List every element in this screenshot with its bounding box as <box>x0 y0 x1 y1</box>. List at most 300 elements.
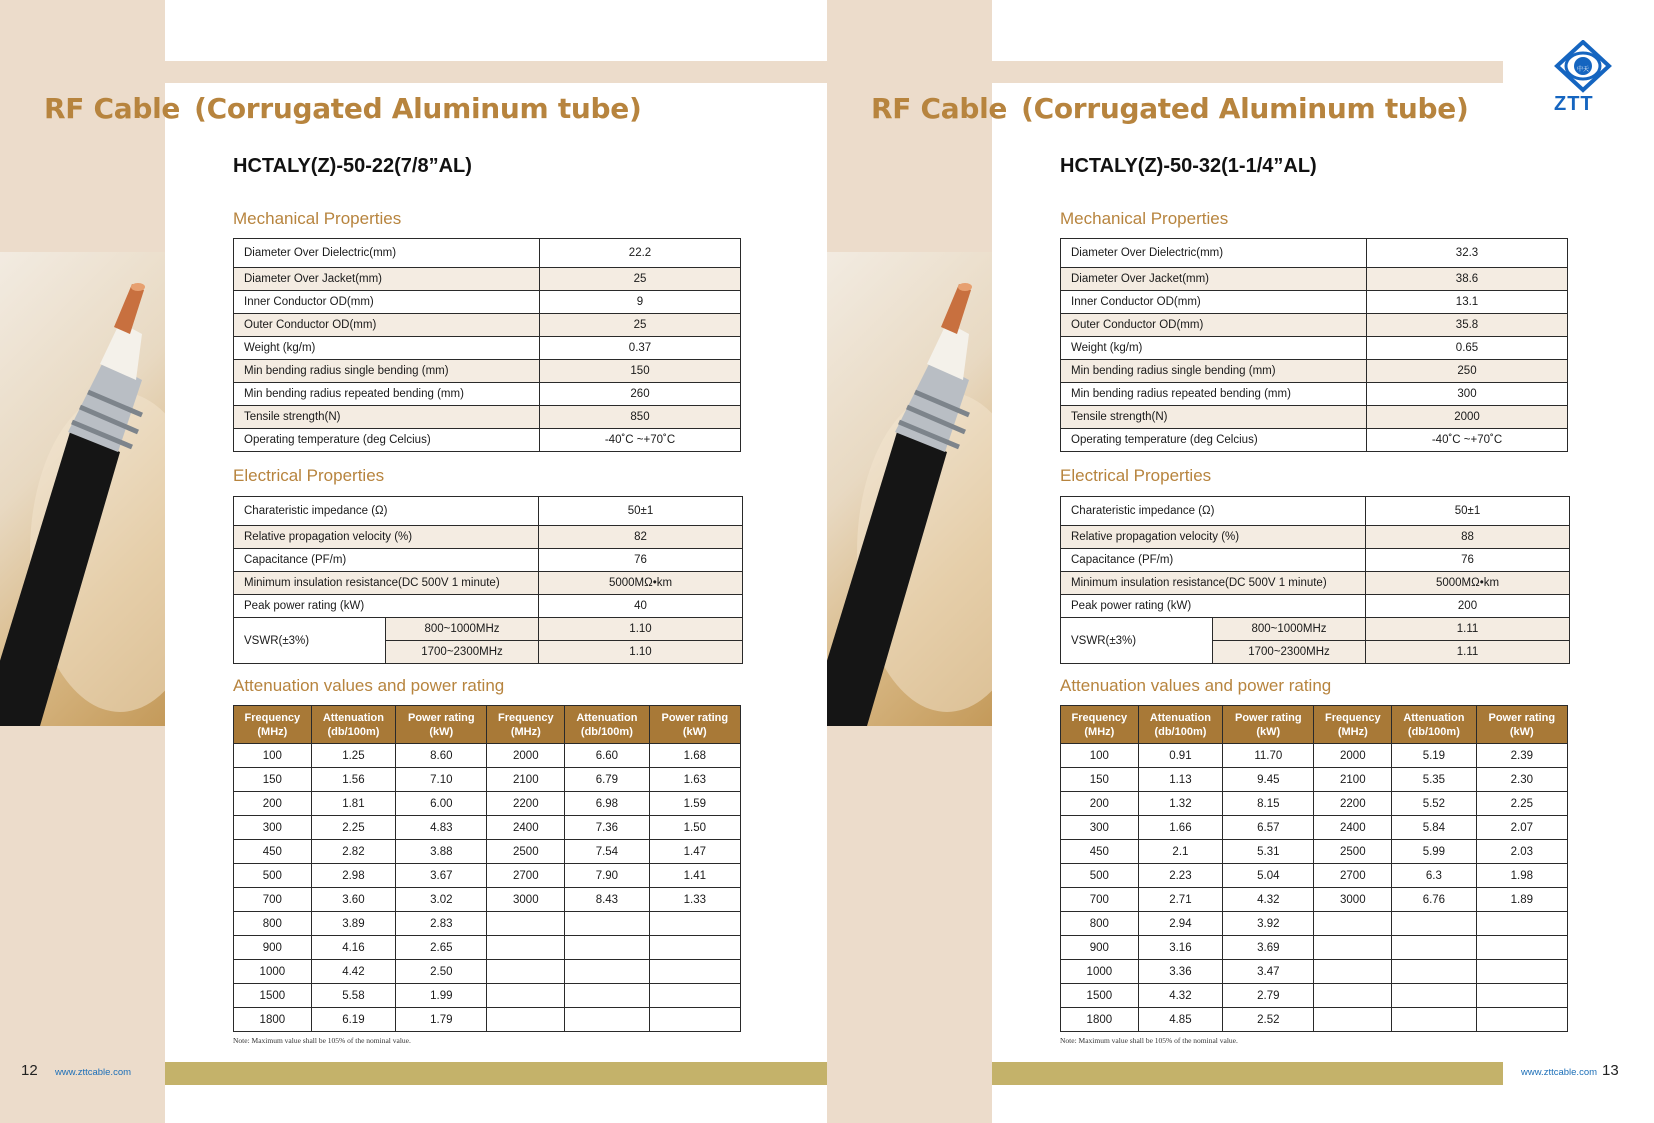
table-header-row <box>1061 706 1568 744</box>
table-cell: 3.47 <box>1223 960 1314 984</box>
column-header-line: Power rating <box>661 711 729 724</box>
table-row <box>234 888 741 912</box>
table-row <box>234 984 741 1008</box>
table-row <box>234 572 743 595</box>
table-cell: 150 <box>1061 768 1139 792</box>
table-row <box>1061 429 1568 452</box>
table-row <box>1061 268 1568 291</box>
mechanical-table <box>233 238 741 452</box>
table-cell: 2.65 <box>396 936 487 960</box>
title-part-2: (Corrugated Aluminum tube) <box>1021 92 1469 125</box>
table-cell: 3.88 <box>396 840 487 864</box>
table-row <box>1061 549 1570 572</box>
table-row <box>1061 792 1568 816</box>
vswr-label: VSWR(±3%) <box>1061 618 1213 664</box>
table-cell <box>1314 1008 1392 1032</box>
table-cell <box>649 936 740 960</box>
row-value: 76 <box>539 549 743 572</box>
table-cell: 300 <box>1061 816 1139 840</box>
row-label: Diameter Over Dielectric(mm) <box>1061 239 1367 268</box>
table-cell: 2200 <box>1314 792 1392 816</box>
vswr-value: 1.11 <box>1366 641 1570 664</box>
table-row <box>234 497 743 526</box>
table-cell: 8.43 <box>565 888 649 912</box>
table-cell: 2.82 <box>311 840 395 864</box>
vswr-label: VSWR(±3%) <box>234 618 386 664</box>
vswr-band: 1700~2300MHz <box>386 641 539 664</box>
table-cell: 9.45 <box>1223 768 1314 792</box>
table-row <box>1061 984 1568 1008</box>
product-model: HCTALY(Z)-50-22(7/8”AL) <box>233 155 472 177</box>
attenuation-table <box>233 705 741 1032</box>
table-cell: 800 <box>234 912 312 936</box>
table-row <box>1061 618 1570 641</box>
table-row <box>234 768 741 792</box>
table-cell: 3.89 <box>311 912 395 936</box>
table-cell: 1.68 <box>649 744 740 768</box>
table-row <box>234 268 741 291</box>
table-cell: 1800 <box>234 1008 312 1032</box>
table-cell: 6.76 <box>1392 888 1476 912</box>
footnote: Note: Maximum value shall be 105% of the nominal value. <box>233 1036 411 1045</box>
table-cell: 5.31 <box>1223 840 1314 864</box>
table-cell: 2.25 <box>311 816 395 840</box>
row-label: Min bending radius repeated bending (mm) <box>1061 383 1367 406</box>
column-header-line: Attenuation <box>1403 711 1465 724</box>
table-cell <box>1392 984 1476 1008</box>
table-cell: 4.83 <box>396 816 487 840</box>
table-cell: 1.50 <box>649 816 740 840</box>
table-row <box>1061 572 1570 595</box>
row-label: Min bending radius single bending (mm) <box>1061 360 1367 383</box>
table-cell: 2.25 <box>1476 792 1567 816</box>
column-header <box>234 706 312 744</box>
row-label: Tensile strength(N) <box>1061 406 1367 429</box>
column-header <box>1223 706 1314 744</box>
title-part-1: RF Cable <box>44 92 181 125</box>
table-cell <box>1314 984 1392 1008</box>
row-label: Diameter Over Jacket(mm) <box>1061 268 1367 291</box>
table-cell: 6.19 <box>311 1008 395 1032</box>
table-cell: 6.98 <box>565 792 649 816</box>
table-cell: 100 <box>234 744 312 768</box>
footer-band <box>992 1062 1503 1085</box>
table-cell: 1.13 <box>1138 768 1222 792</box>
table-cell: 1800 <box>1061 1008 1139 1032</box>
electrical-section-title: Electrical Properties <box>1060 466 1212 485</box>
vswr-value: 1.10 <box>539 618 743 641</box>
table-cell <box>1314 912 1392 936</box>
table-row <box>234 1008 741 1032</box>
column-header <box>487 706 565 744</box>
table-cell: 5.35 <box>1392 768 1476 792</box>
table-cell: 300 <box>234 816 312 840</box>
row-label: Inner Conductor OD(mm) <box>234 291 540 314</box>
table-cell: 1.25 <box>311 744 395 768</box>
table-cell: 2100 <box>1314 768 1392 792</box>
electrical-table <box>1060 496 1570 664</box>
table-cell: 2500 <box>487 840 565 864</box>
table-row <box>234 406 741 429</box>
table-cell: 700 <box>234 888 312 912</box>
footer-band <box>165 1062 827 1085</box>
column-header-line: Frequency <box>1324 711 1381 724</box>
table-cell: 5.58 <box>311 984 395 1008</box>
table-row <box>234 618 743 641</box>
table-cell <box>565 960 649 984</box>
table-cell: 1000 <box>234 960 312 984</box>
table-cell: 800 <box>1061 912 1139 936</box>
cable-illustration-icon <box>827 252 992 726</box>
table-cell <box>565 984 649 1008</box>
table-cell: 3.02 <box>396 888 487 912</box>
row-value: 25 <box>540 268 741 291</box>
attenuation-section-title: Attenuation values and power rating <box>233 676 505 695</box>
row-value: -40˚C ~+70˚C <box>540 429 741 452</box>
column-header <box>1392 706 1476 744</box>
row-label: Capacitance (PF/m) <box>1061 549 1366 572</box>
table-row <box>1061 526 1570 549</box>
table-cell: 900 <box>234 936 312 960</box>
table-cell: 7.36 <box>565 816 649 840</box>
table-cell <box>487 912 565 936</box>
table-cell <box>487 1008 565 1032</box>
table-row <box>1061 360 1568 383</box>
row-label: Relative propagation velocity (%) <box>1061 526 1366 549</box>
row-value: 76 <box>1366 549 1570 572</box>
row-value: 88 <box>1366 526 1570 549</box>
table-row <box>234 314 741 337</box>
table-cell <box>1392 936 1476 960</box>
table-cell: 6.00 <box>396 792 487 816</box>
column-header-line: Attenuation <box>322 711 384 724</box>
table-cell: 200 <box>1061 792 1139 816</box>
table-cell: 1000 <box>1061 960 1139 984</box>
column-header-line: Frequency <box>244 711 301 724</box>
table-cell <box>487 960 565 984</box>
row-value: 38.6 <box>1367 268 1568 291</box>
table-row <box>1061 291 1568 314</box>
table-cell: 3.67 <box>396 864 487 888</box>
table-cell: 3.36 <box>1138 960 1222 984</box>
table-cell: 7.90 <box>565 864 649 888</box>
table-cell: 5.04 <box>1223 864 1314 888</box>
table-cell: 3000 <box>1314 888 1392 912</box>
table-cell: 2.03 <box>1476 840 1567 864</box>
table-row <box>234 840 741 864</box>
column-header <box>1314 706 1392 744</box>
cable-illustration-icon <box>0 252 165 726</box>
table-row <box>234 239 741 268</box>
table-cell: 1.59 <box>649 792 740 816</box>
column-header-line: (db/100m) <box>1407 725 1460 738</box>
table-cell: 4.85 <box>1138 1008 1222 1032</box>
table-cell <box>1476 960 1567 984</box>
title-part-2: (Corrugated Aluminum tube) <box>194 92 642 125</box>
table-cell: 6.3 <box>1392 864 1476 888</box>
table-cell: 900 <box>1061 936 1139 960</box>
table-cell: 2400 <box>1314 816 1392 840</box>
row-value: 850 <box>540 406 741 429</box>
vswr-value: 1.10 <box>539 641 743 664</box>
table-row <box>234 291 741 314</box>
table-row <box>1061 888 1568 912</box>
table-cell <box>649 960 740 984</box>
column-header-line: (kW) <box>429 725 454 738</box>
table-row <box>234 429 741 452</box>
column-header-line: (MHz) <box>1337 725 1368 738</box>
electrical-table <box>233 496 743 664</box>
column-header-line: Attenuation <box>576 711 638 724</box>
row-value: 0.37 <box>540 337 741 360</box>
column-header-line: (MHz) <box>510 725 541 738</box>
table-cell: 1.47 <box>649 840 740 864</box>
table-cell <box>1476 936 1567 960</box>
table-row <box>1061 912 1568 936</box>
table-row <box>234 337 741 360</box>
attenuation-section-title: Attenuation values and power rating <box>1060 676 1332 695</box>
row-value: -40˚C ~+70˚C <box>1367 429 1568 452</box>
table-cell: 2.30 <box>1476 768 1567 792</box>
row-value: 22.2 <box>540 239 741 268</box>
table-cell: 150 <box>234 768 312 792</box>
column-header-line: Power rating <box>408 711 475 724</box>
header-band <box>992 61 1503 83</box>
row-label: Diameter Over Jacket(mm) <box>234 268 540 291</box>
row-value: 40 <box>539 595 743 618</box>
row-value: 5000MΩ•km <box>539 572 743 595</box>
table-cell: 3.16 <box>1138 936 1222 960</box>
table-cell: 3.60 <box>311 888 395 912</box>
table-cell <box>1476 1008 1567 1032</box>
table-cell: 500 <box>234 864 312 888</box>
table-row <box>1061 595 1570 618</box>
table-row <box>234 549 743 572</box>
table-cell: 3.92 <box>1223 912 1314 936</box>
table-cell: 2500 <box>1314 840 1392 864</box>
column-header <box>1061 706 1139 744</box>
table-cell: 1.99 <box>396 984 487 1008</box>
row-label: Weight (kg/m) <box>1061 337 1367 360</box>
table-cell: 700 <box>1061 888 1139 912</box>
row-label: Diameter Over Dielectric(mm) <box>234 239 540 268</box>
column-header-line: (db/100m) <box>580 725 633 738</box>
table-cell: 1.56 <box>311 768 395 792</box>
table-cell: 2.07 <box>1476 816 1567 840</box>
table-cell: 6.60 <box>565 744 649 768</box>
mechanical-table <box>1060 238 1568 452</box>
attenuation-table <box>1060 705 1568 1032</box>
vswr-band: 800~1000MHz <box>386 618 539 641</box>
column-header <box>1476 706 1567 744</box>
page-number: 12 <box>21 1062 38 1079</box>
table-cell: 2.39 <box>1476 744 1567 768</box>
table-cell: 7.10 <box>396 768 487 792</box>
table-cell: 1.81 <box>311 792 395 816</box>
row-label: Peak power rating (kW) <box>234 595 539 618</box>
table-cell: 450 <box>1061 840 1139 864</box>
table-cell: 11.70 <box>1223 744 1314 768</box>
table-cell <box>1314 936 1392 960</box>
table-cell <box>565 1008 649 1032</box>
table-row <box>234 744 741 768</box>
table-cell: 5.52 <box>1392 792 1476 816</box>
row-label: Minimum insulation resistance(DC 500V 1 minute) <box>1061 572 1366 595</box>
vswr-band: 800~1000MHz <box>1213 618 1366 641</box>
website-link[interactable]: www.zttcable.com <box>1521 1067 1598 1078</box>
table-cell: 2.50 <box>396 960 487 984</box>
table-cell: 2.1 <box>1138 840 1222 864</box>
row-label: Min bending radius single bending (mm) <box>234 360 540 383</box>
column-header <box>649 706 740 744</box>
table-row <box>234 816 741 840</box>
table-cell: 4.42 <box>311 960 395 984</box>
table-cell: 2.79 <box>1223 984 1314 1008</box>
table-row <box>1061 768 1568 792</box>
table-cell: 450 <box>234 840 312 864</box>
column-header <box>311 706 395 744</box>
table-row <box>1061 1008 1568 1032</box>
row-value: 5000MΩ•km <box>1366 572 1570 595</box>
table-row <box>1061 864 1568 888</box>
table-row <box>1061 936 1568 960</box>
row-label: Outer Conductor OD(mm) <box>1061 314 1367 337</box>
table-cell: 1.33 <box>649 888 740 912</box>
row-label: Weight (kg/m) <box>234 337 540 360</box>
column-header-line: Power rating <box>1488 711 1556 724</box>
column-header-line: Attenuation <box>1149 711 1211 724</box>
row-value: 50±1 <box>1366 497 1570 526</box>
table-cell: 2.94 <box>1138 912 1222 936</box>
table-row <box>1061 314 1568 337</box>
electrical-section-title: Electrical Properties <box>233 466 385 485</box>
table-cell: 4.32 <box>1138 984 1222 1008</box>
column-header-line: (MHz) <box>1084 725 1115 738</box>
column-header <box>565 706 649 744</box>
row-value: 25 <box>540 314 741 337</box>
table-cell <box>1392 1008 1476 1032</box>
cable-photo <box>0 252 165 726</box>
table-row <box>234 526 743 549</box>
row-label: Tensile strength(N) <box>234 406 540 429</box>
table-cell: 2.83 <box>396 912 487 936</box>
column-header <box>1138 706 1222 744</box>
row-value: 50±1 <box>539 497 743 526</box>
table-cell: 3.69 <box>1223 936 1314 960</box>
table-cell: 2.98 <box>311 864 395 888</box>
table-cell: 1500 <box>234 984 312 1008</box>
website-link[interactable]: www.zttcable.com <box>55 1067 132 1078</box>
row-label: Minimum insulation resistance(DC 500V 1 minute) <box>234 572 539 595</box>
row-value: 32.3 <box>1367 239 1568 268</box>
row-value: 250 <box>1367 360 1568 383</box>
page-number: 13 <box>1602 1062 1619 1079</box>
vswr-band: 1700~2300MHz <box>1213 641 1366 664</box>
table-cell: 1500 <box>1061 984 1139 1008</box>
row-label: Capacitance (PF/m) <box>234 549 539 572</box>
column-header-line: (kW) <box>1256 725 1281 738</box>
table-row <box>234 960 741 984</box>
table-cell <box>487 984 565 1008</box>
table-cell: 2100 <box>487 768 565 792</box>
table-cell: 2400 <box>487 816 565 840</box>
table-row <box>1061 383 1568 406</box>
table-cell <box>565 936 649 960</box>
table-cell: 2200 <box>487 792 565 816</box>
row-value: 150 <box>540 360 741 383</box>
table-cell: 8.15 <box>1223 792 1314 816</box>
table-cell: 4.16 <box>311 936 395 960</box>
row-label: Relative propagation velocity (%) <box>234 526 539 549</box>
column-header-line: (kW) <box>1509 725 1534 738</box>
header-band <box>165 61 827 83</box>
column-header-line: Frequency <box>497 711 554 724</box>
table-cell: 2.71 <box>1138 888 1222 912</box>
table-cell <box>649 984 740 1008</box>
table-cell: 7.54 <box>565 840 649 864</box>
row-value: 2000 <box>1367 406 1568 429</box>
row-label: Outer Conductor OD(mm) <box>234 314 540 337</box>
row-value: 300 <box>1367 383 1568 406</box>
table-row <box>1061 497 1570 526</box>
logo-text: ZTT <box>1554 93 1594 115</box>
row-label: Min bending radius repeated bending (mm) <box>234 383 540 406</box>
table-cell: 5.99 <box>1392 840 1476 864</box>
table-cell <box>487 936 565 960</box>
table-row <box>234 864 741 888</box>
column-header-line: (db/100m) <box>1154 725 1207 738</box>
row-label: Operating temperature (deg Celcius) <box>234 429 540 452</box>
table-cell: 6.79 <box>565 768 649 792</box>
table-cell <box>1476 984 1567 1008</box>
table-cell: 6.57 <box>1223 816 1314 840</box>
row-label: Operating temperature (deg Celcius) <box>1061 429 1367 452</box>
table-row <box>1061 239 1568 268</box>
table-cell: 2000 <box>487 744 565 768</box>
vswr-value: 1.11 <box>1366 618 1570 641</box>
table-row <box>1061 406 1568 429</box>
table-cell <box>1392 912 1476 936</box>
table-cell: 1.66 <box>1138 816 1222 840</box>
table-row <box>234 936 741 960</box>
table-cell: 4.32 <box>1223 888 1314 912</box>
column-header-line: (kW) <box>682 725 707 738</box>
table-cell <box>1476 912 1567 936</box>
table-cell <box>649 1008 740 1032</box>
table-row <box>234 792 741 816</box>
table-cell: 2700 <box>487 864 565 888</box>
table-row <box>1061 816 1568 840</box>
column-header-line: Frequency <box>1071 711 1128 724</box>
mechanical-section-title: Mechanical Properties <box>1060 209 1229 228</box>
table-cell: 200 <box>234 792 312 816</box>
table-cell: 8.60 <box>396 744 487 768</box>
row-label: Charateristic impedance (Ω) <box>1061 497 1366 526</box>
table-cell: 2700 <box>1314 864 1392 888</box>
table-cell: 100 <box>1061 744 1139 768</box>
table-cell: 1.79 <box>396 1008 487 1032</box>
row-value: 9 <box>540 291 741 314</box>
logo-emblem-text: 中天 <box>1576 66 1590 73</box>
footnote: Note: Maximum value shall be 105% of the nominal value. <box>1060 1036 1238 1045</box>
column-header-line: (db/100m) <box>327 725 380 738</box>
table-row <box>1061 840 1568 864</box>
table-cell: 2.23 <box>1138 864 1222 888</box>
row-label: Charateristic impedance (Ω) <box>234 497 539 526</box>
table-cell <box>1314 960 1392 984</box>
table-cell: 2000 <box>1314 744 1392 768</box>
table-cell: 1.41 <box>649 864 740 888</box>
